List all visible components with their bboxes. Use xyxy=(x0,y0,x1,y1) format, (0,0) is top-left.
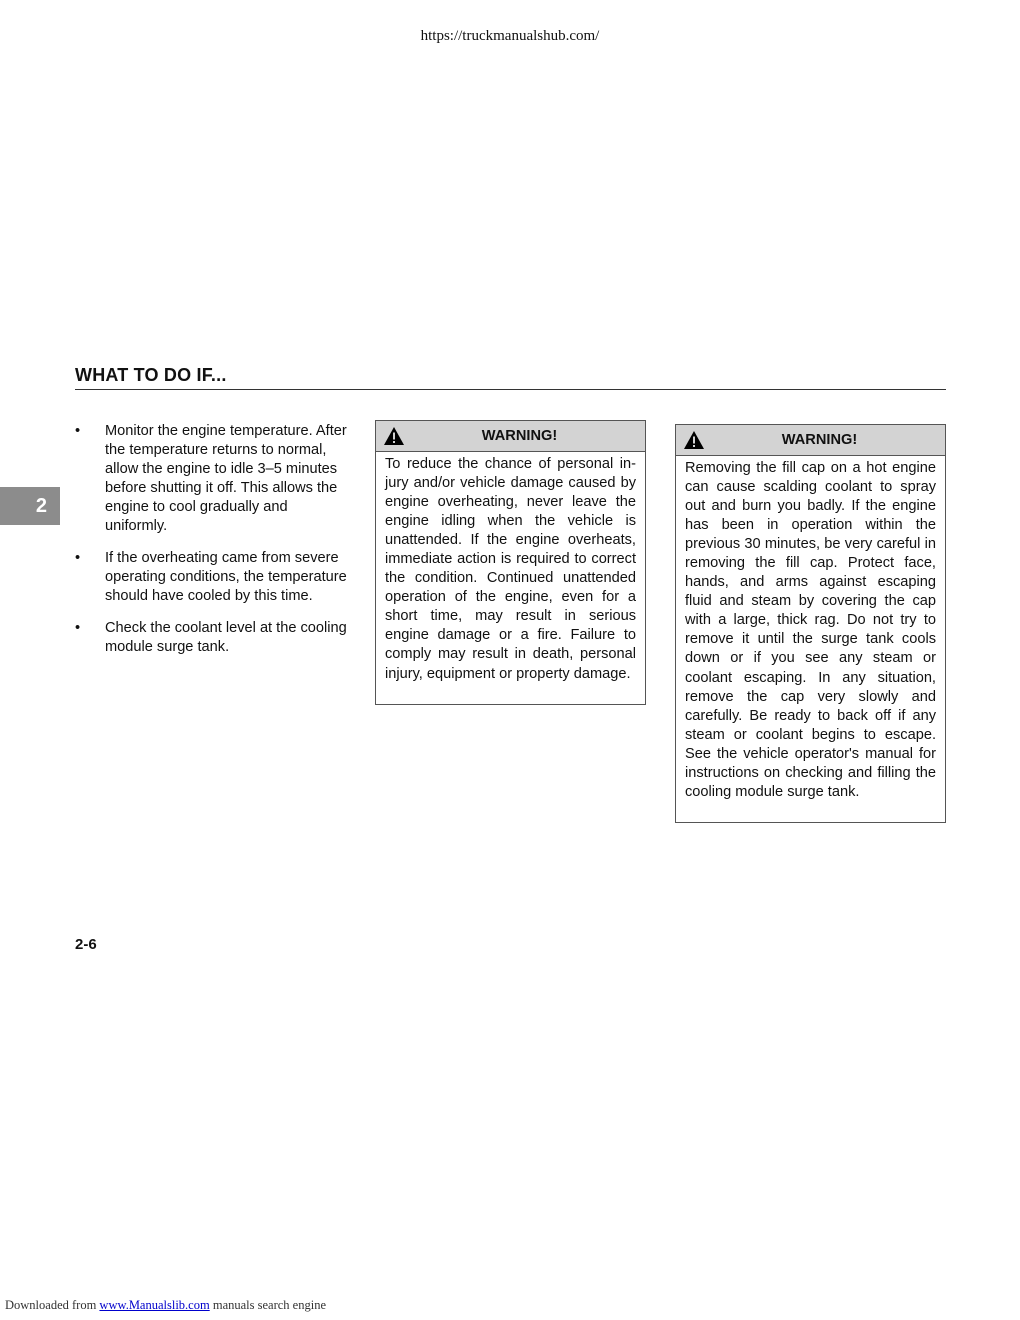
warning-header xyxy=(376,421,645,452)
manualslib-link[interactable]: www.Manualslib.com xyxy=(99,1298,210,1312)
page-number: 2-6 xyxy=(75,936,97,953)
download-footer xyxy=(5,1298,326,1313)
warning-header xyxy=(676,425,945,456)
list-item xyxy=(75,619,350,657)
bullet-text: Check the coolant level at the cooling module surge tank. xyxy=(105,620,347,655)
bullet-marker: • xyxy=(75,550,81,566)
list-item xyxy=(75,549,350,606)
warning-triangle-icon xyxy=(383,426,405,446)
warning-title: WARNING! xyxy=(781,432,858,448)
footer-suffix: manuals search engine xyxy=(212,1298,326,1312)
warning-box-overheating xyxy=(375,420,646,705)
bullet-text: If the overheating came from severe operating conditions, the temperature should have cooled by this time. xyxy=(105,550,347,604)
bullet-marker: • xyxy=(75,423,81,439)
bullet-text: Monitor the engine temperature. After the temperature returns to normal, allow the engine to idle 3–5 minutes before shutting it off. This allows the engine to cool gradually and uniformly. xyxy=(105,423,347,534)
page-header-url: https://truckmanualshub.com/ xyxy=(420,28,600,44)
warning-box-fill-cap xyxy=(675,424,946,823)
bullet-marker: • xyxy=(75,620,81,636)
warning-triangle-icon xyxy=(683,430,705,450)
chapter-tab: 2 xyxy=(0,487,60,525)
title-divider xyxy=(75,389,946,390)
warning-text: To reduce the chance of personal injury and/or vehicle damage caused by engine overheating, never leave the engine idling when the vehicle is unattended. If the engine overheats, immediate action is required to correct the condition. Continued unattended operation of the engine, even for a short time, may result in serious engine damage or a fire. Failure to comply may result in death, personal injury, equipment or property damage. xyxy=(385,456,636,682)
warning-title: WARNING! xyxy=(481,428,558,444)
footer-prefix: Downloaded from xyxy=(5,1298,97,1312)
warning-text: Removing the fill cap on a hot engine can cause scalding coolant to spray out and burn you badly. If the engine has been in operation within the previous 30 minutes, be very careful in removing the fill cap. Protect face, hands, and arms against escaping fluid and steam by covering the cap with a large, thick rag. Do not try to remove it until the surge tank cools down or if you see any steam or coolant escaping. In any situation, remove the cap very slowly and carefully. Be ready to back off if any steam or coolant begins to escape. See the vehicle operator's manual for instructions on checking and filling the cooling module surge tank. xyxy=(685,460,936,800)
bullet-list xyxy=(75,422,350,670)
list-item xyxy=(75,422,350,536)
section-title: WHAT TO DO IF... xyxy=(75,365,227,385)
